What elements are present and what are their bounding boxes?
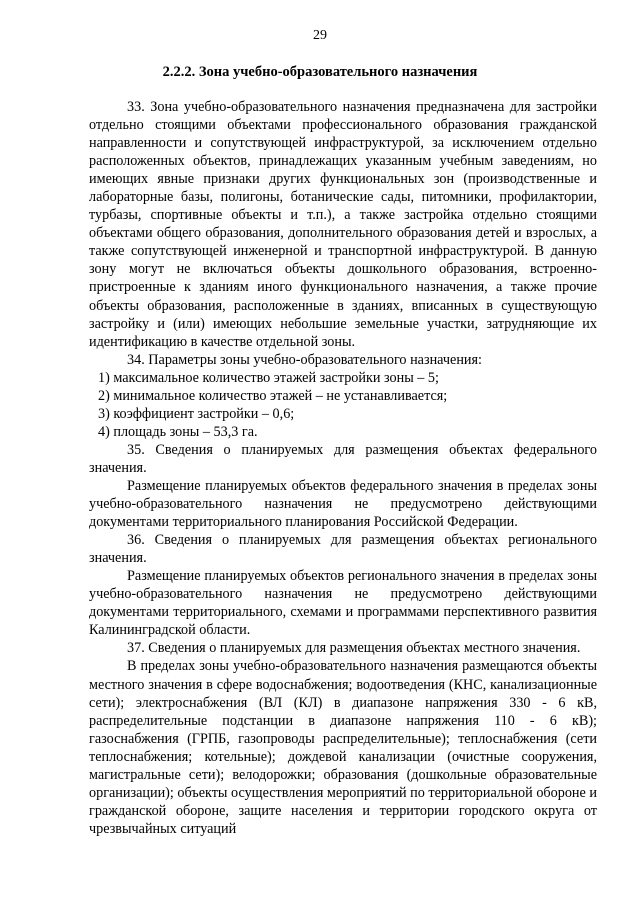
- list-item-2: 2) минимальное количество этажей – не устанавливается;: [98, 387, 448, 404]
- page-number: 29: [313, 28, 327, 43]
- paragraph-33: 33. Зона учебно-образовательного назначения предназначена для застройки отдельно стоящими объектами профессионального образования гражданской направленности и сопутствующей инфраструктурой, за исключением отдельно расположенных объектов, принадлежащих указанным учебным заведениям, но имеющих явные признаки других функциональных зон (производственные и лабораторные базы, полигоны, ботанические сады, питомники, профилактории, турбазы, спортивные объекты и т.п.), а также застройка отдельно стоящими объектами общего образования, дополнительного образования детей и взрослых, а также сопутствующей инженерной и транспортной инфраструктурой. В данную зону могут не включаться объекты дошкольного образования, встроенно-пристроенные к зданиям иного функционального назначения, а также прочие объекты образования, расположенные в зданиях, вписанных в существующую застройку и (или) имеющих небольшие земельные участки, затрудняющие их идентификацию в качестве отдельной зоны.: [89, 99, 597, 350]
- paragraph-35: 35. Сведения о планируемых для размещения объектах федерального значения.: [89, 441, 597, 476]
- paragraph-37: 37. Сведения о планируемых для размещения объектах местного значения.: [127, 640, 581, 657]
- paragraph-34: 34. Параметры зоны учебно-образовательного назначения:: [127, 351, 482, 368]
- list-item-1: 1) максимальное количество этажей застройки зоны – 5;: [98, 369, 439, 386]
- list-item-4: 4) площадь зоны – 53,3 га.: [98, 423, 258, 440]
- paragraph-36: 36. Сведения о планируемых для размещения объектах регионального значения.: [89, 532, 597, 567]
- paragraph-36-body: Размещение планируемых объектов регионального значения в пределах зоны учебно-образовательного назначения не предусмотрено действующими документами территориального, схемами и программами перспективного развития Калининградской области.: [89, 568, 597, 639]
- list-item-3: 3) коэффициент застройки – 0,6;: [98, 405, 295, 422]
- document-body: [89, 98, 597, 838]
- paragraph-35-body: Размещение планируемых объектов федерального значения в пределах зоны учебно-образовательного назначения не предусмотрено действующими документами территориального планирования Российской Федерации.: [89, 477, 597, 531]
- section-heading: 2.2.2. Зона учебно-образовательного назначения: [162, 64, 478, 80]
- paragraph-37-body: В пределах зоны учебно-образовательного назначения размещаются объекты местного значения в сфере водоснабжения; водоотведения (КНС, канализационные сети); электроснабжения (ВЛ (КЛ) в диапазоне напряжения 330 - 6 кВ, распределительные подстанции в диапазоне напряжения 110 - 6 кВ); газоснабжения (ГРПБ, газопроводы распределительные); теплоснабжения (сети теплоснабжения; котельные); дождевой канализации (очистные сооружения, магистральные сети); велодорожки; образования (дошкольные образовательные организации); объекты осуществления мероприятий по территориальной обороне и гражданской обороне, защите населения и территории городского округа от чрезвычайных ситуаций: [89, 658, 597, 837]
